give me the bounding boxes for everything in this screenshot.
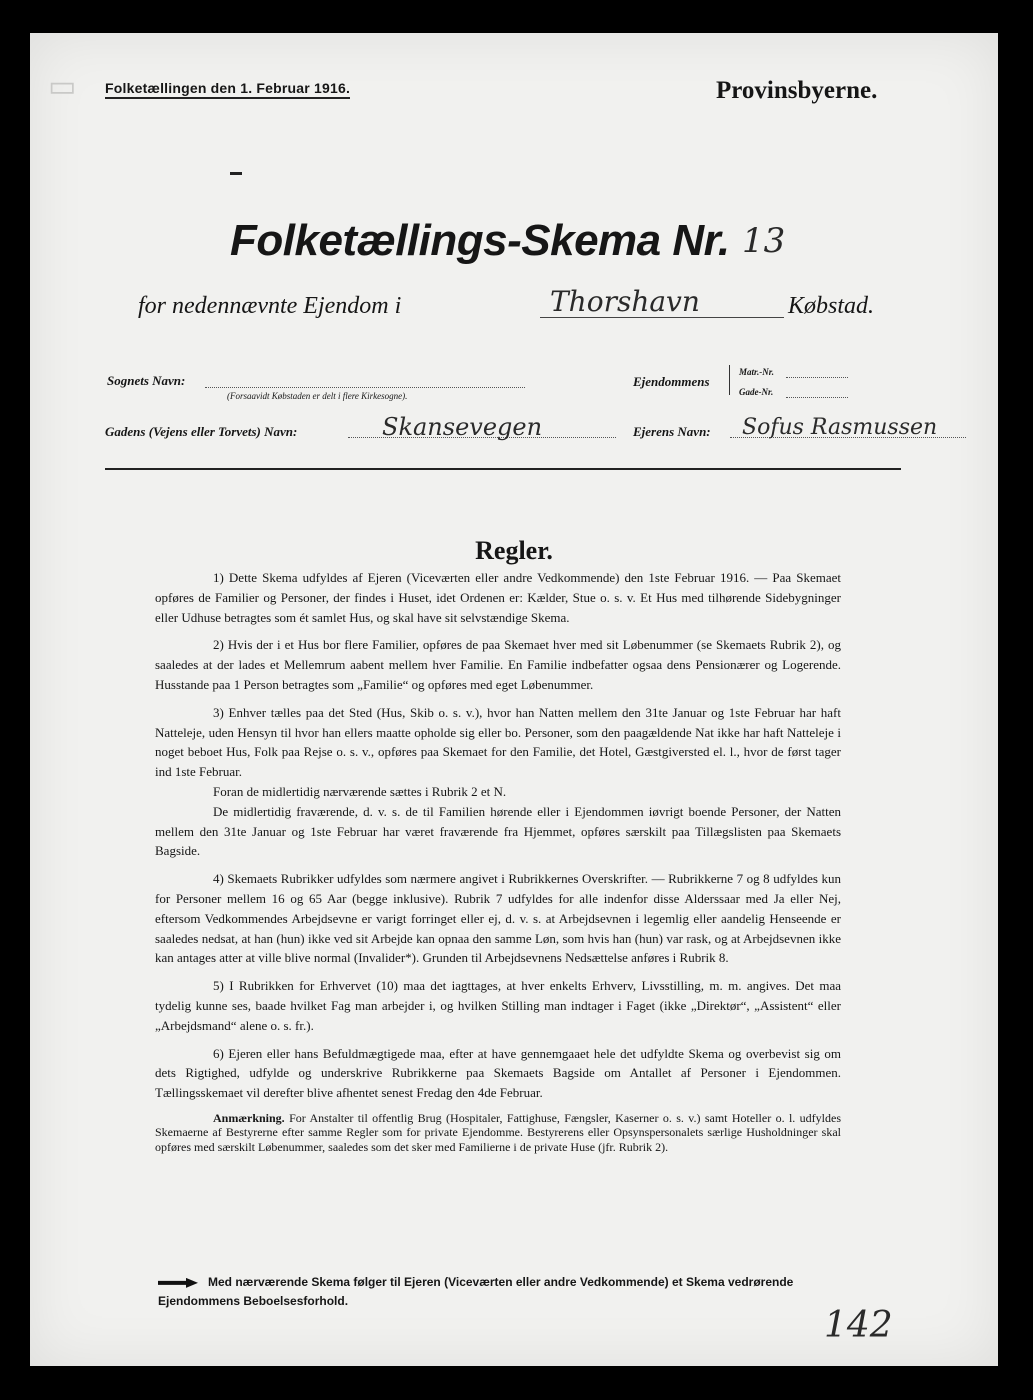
dash-mark — [230, 172, 242, 175]
rule-3-temporary-present: Foran de midlertidig nærværende sættes i Rubrik 2 et N. — [213, 783, 507, 799]
matr-label: Matr.-Nr. — [739, 367, 775, 377]
street-label: Gadens (Vejens eller Torvets) Navn: — [105, 424, 298, 439]
parish-label: Sognets Navn: — [107, 373, 186, 388]
owner-label: Ejerens Navn: — [633, 424, 711, 439]
form-title: Folketællings-Skema Nr. — [230, 216, 730, 265]
footer-text: Med nærværende Skema følger til Ejeren (Viceværten eller andre Vedkommende) et Skema vedrørende Ejendommens Beboelsesforhold. — [158, 1275, 794, 1308]
note-label: Anmærkning. — [213, 1110, 285, 1125]
census-date-header: Folketællingen den 1. Februar 1916. — [105, 80, 350, 99]
rule-4: 4) Skemaets Rubrikker udfyldes som nærmere angivet i Rubrikkernes Overskrifter. — Rubrikkerne 7 og 8 udfyldes kun for Personer mellem 16 og 65 Aar (begge inklusive). Rubrik 7 udfyldes for alle indenfor disse Alderssaar med Ja eller Nej, eftersom Vedkommendes Arbejdsevne er varigt forringet eller ej, d. v. s. at Arbejdsevnen i legemlig eller aandelig Henseende er saaledes nedsat, at han (hun) ikke ved sit Arbejde kan opnaa den samme Løn, som hvis han (hun) var rask, og at Arbejdsevnen ikke kan antages atter at ville blive normal (Invalider*). Grunden til Arbejdsevnens Nedsættelse anføres i Rubrik 8. — [155, 871, 841, 966]
rule-5: 5) I Rubrikken for Erhvervet (10) maa det iagttages, at hver enkelts Erhverv, Livsstilling, m. m. angives. Det maa tydelig kunne ses, baade hvilket Fag man arbejder i, og hvilken Stilling man indtager i Faget (ikke „Direktør“, „Assistent“ eller „Arbejdsmand“ alene o. s. fr.). — [155, 978, 841, 1033]
owner-handwritten: Sofus Rasmussen — [742, 415, 938, 440]
parish-note: (Forsaavidt Købstaden er delt i flere Kirkesogne). — [227, 391, 408, 401]
rule-3: 3) Enhver tælles paa det Sted (Hus, Skib o. s. v.), hvor han Natten mellem den 31te Januar og 1ste Februar har haft Natteleje, uden Hensyn til hvor han ellers maatte opholde sig eller bo. Personer, som den paagældende Nat ikke har haft Natteleje i noget beboet Hus, Folk paa Rejse o. s. v., opføres paa Skemaet for den Familie, det Hotel, Gæstgiversted el. l., hvor de først tager ind 1ste Februar. — [155, 704, 841, 780]
subtitle-suffix: Købstad. — [788, 293, 875, 319]
gade-label: Gade-Nr. — [739, 387, 774, 397]
subtitle-prefix: for nedennævnte Ejendom i — [138, 293, 402, 319]
rule-1: 1) Dette Skema udfyldes af Ejeren (Viceværten eller andre Vedkommende) den 1ste Februar 1916. — Paa Skemaet opføres de Familier og Personer, der findes i Huset, idet Ordenen er: Kælder, Stue o. s. v. Et Hus med tilhørende Sidebygninger eller Udhuse betragtes som ét samlet Hus, og skal have sit selvstændige Skema. — [155, 570, 841, 625]
census-form-page — [30, 33, 998, 1366]
parish-line — [205, 387, 525, 388]
page-number-handwritten: 142 — [824, 1305, 893, 1346]
property-label: Ejendommens — [633, 374, 710, 389]
rule-3-temporary-absent: De midlertidig fraværende, d. v. s. de til Familien hørende eller i Ejendommen iøvrigt boende Personer, der Natten mellem den 31te Januar og 1ste Februar har været fraværende fra Hjemmet, opføres særskilt paa Tillægslisten paa Skemaets Bagside. — [155, 803, 841, 859]
rules-heading: Regler. — [475, 536, 553, 565]
footer-notice — [158, 1273, 844, 1311]
matr-line — [786, 377, 848, 378]
rule-6: 6) Ejeren eller hans Befuldmægtigede maa, efter at have gennemgaaet hele det udfyldte Skema og overbevist sig om dets Rigtighed, udfylde og underskrive Rubrikkerne paa Skemaets Bagside om Antallet af Personer i Ejendommen. Tællingsskemaet vil derefter blive afhentet senest Fredag den 4de Februar. — [155, 1045, 841, 1101]
rules-body — [155, 568, 841, 1162]
section-divider — [105, 468, 901, 470]
street-handwritten: Skansevegen — [382, 413, 543, 441]
town-handwritten: Thorshavn — [550, 285, 700, 318]
rule-2: 2) Hvis der i et Hus bor flere Familier, opføres de paa Skemaet hver med sit Løbenummer (se Skemaets Rubrik 2), og saaledes at der lades et Mellemrum aabent mellem hver Familie. En Familie indbefatter ogsaa dens Pensionærer og Logerende. Husstande paa 1 Person betragtes som „Familie“ og opføres med eget Løbenummer. — [155, 637, 841, 692]
region-header: Provinsbyerne. — [716, 77, 878, 104]
form-number-handwritten: 13 — [742, 221, 786, 261]
faded-stamp: ▭ — [48, 70, 77, 103]
note-text: For Anstalter til offentlig Brug (Hospitaler, Fattighuse, Fængsler, Kaserner o. s. v.) samt Hoteller o. l. udfyldes Skemaerne af Bestyrerne efter samme Regler som for private Ejendomme. Bestyrerens eller Opsynspersonalets særlige Husholdninger skal opføres med særskilt Løbenummer, saaledes som det sker med Familierne i de private Huse (jfr. Rubrik 2). — [155, 1110, 841, 1154]
gade-line — [786, 397, 848, 398]
brace — [729, 365, 731, 395]
pointing-hand-icon — [158, 1278, 198, 1288]
note-paragraph — [155, 1111, 841, 1155]
